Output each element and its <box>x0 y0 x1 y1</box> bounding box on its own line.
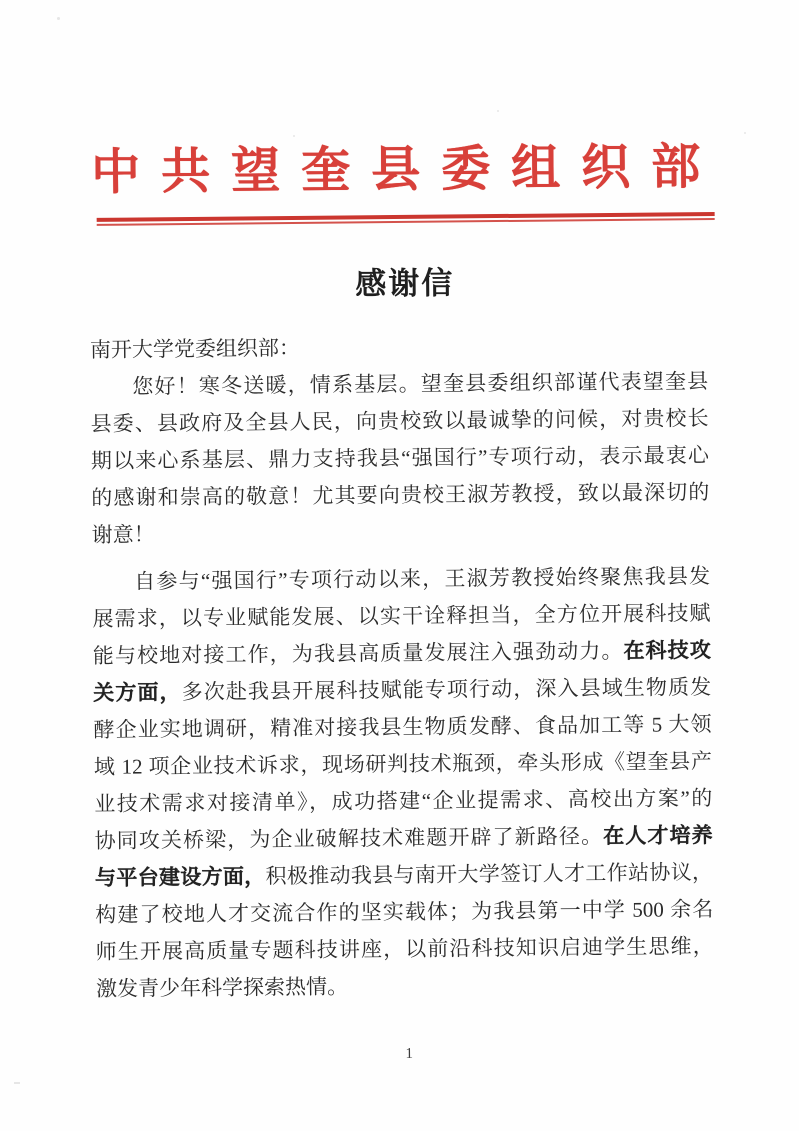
bold-text-run: 在人才培养 <box>603 823 713 849</box>
body-line <box>92 558 710 601</box>
letterhead-rule <box>97 212 715 228</box>
body-line <box>94 817 712 860</box>
text-run: 您好！寒冬送暖，情系基层。望奎县委组织部谨代表望奎县 <box>132 369 709 399</box>
body-line <box>93 669 711 712</box>
text-run: 展需求，以专业赋能发展、以实干诠释担当，全方位开展科技赋 <box>92 601 711 631</box>
letter-title: 感谢信 <box>355 265 455 302</box>
body-line <box>93 706 711 749</box>
body-line <box>94 743 712 786</box>
text-run: 县委、县政府及全县人民，向贵校致以最诚挚的问候，对贵校长 <box>90 406 709 436</box>
body-line <box>95 891 713 934</box>
letterhead-org-name: 中共望奎县委组织部 <box>90 138 722 200</box>
body-line <box>90 326 708 369</box>
text-run: 业技术需求对接清单》，成功搭建“企业提需求、高校出方案”的 <box>94 786 713 816</box>
scan-speck <box>57 17 60 20</box>
bold-text-run: 在科技攻 <box>623 638 711 663</box>
body-line <box>90 400 708 443</box>
page-footer <box>10 1042 799 1067</box>
body-line <box>91 474 709 517</box>
text-run: 师生开展高质量专题科技讲座，以前沿科技知识启迪学生思维， <box>95 934 714 964</box>
body-line <box>90 363 708 406</box>
text-run: 自参与“强国行”专项行动以来，王淑芳教授始终聚焦我县发 <box>134 564 711 594</box>
body-line <box>94 780 712 823</box>
text-run: 能与校地对接工作，为我县高质量发展注入强劲动力。 <box>92 638 624 668</box>
scan-speck <box>293 135 295 137</box>
text-run: 期以来心系基层、鼎力支持我县“强国行”专项行动，表示最衷心 <box>90 443 710 473</box>
body-line <box>96 928 714 971</box>
text-run: 构建了校地人才交流合作的坚实载体；为我县第一中学 500 余名 <box>95 897 714 927</box>
scan-speck <box>744 132 746 134</box>
text-run: 酵企业实地调研，精准对接我县生物质发酵、食品加工等 5 大领 <box>93 712 712 742</box>
text-run: 激发青少年科学探索热情。 <box>95 974 349 1001</box>
text-run: 谢意！ <box>91 522 155 547</box>
text-run: 南开大学党委组织部： <box>89 335 301 362</box>
body-line <box>95 854 713 897</box>
letter-body <box>90 326 714 1008</box>
text-run: 域 12 项企业技术诉求，现场研判技术瓶颈，牵头形成《望奎县产 <box>93 749 713 779</box>
text-run: 协同攻关桥梁，为企业破解技术难题开辟了新路径。 <box>94 824 604 853</box>
scan-speck <box>497 110 499 112</box>
body-line <box>93 632 711 675</box>
body-line <box>92 595 710 638</box>
bold-text-run: 关方面， <box>93 680 182 705</box>
bold-text-run: 与平台建设方面， <box>94 864 266 890</box>
text-run: 积极推动我县与南开大学签订人才工作站协议， <box>265 860 714 889</box>
body-line <box>91 437 709 480</box>
body-line <box>92 511 710 554</box>
scan-speck <box>14 1082 20 1084</box>
page-number: 1 <box>405 1045 414 1062</box>
body-line <box>96 965 714 1008</box>
text-run: 多次赴我县开展科技赋能专项行动，深入县域生物质发 <box>181 675 712 705</box>
text-run: 的感谢和崇高的敬意！尤其要向贵校王淑芳教授，致以最深切的 <box>91 480 710 510</box>
